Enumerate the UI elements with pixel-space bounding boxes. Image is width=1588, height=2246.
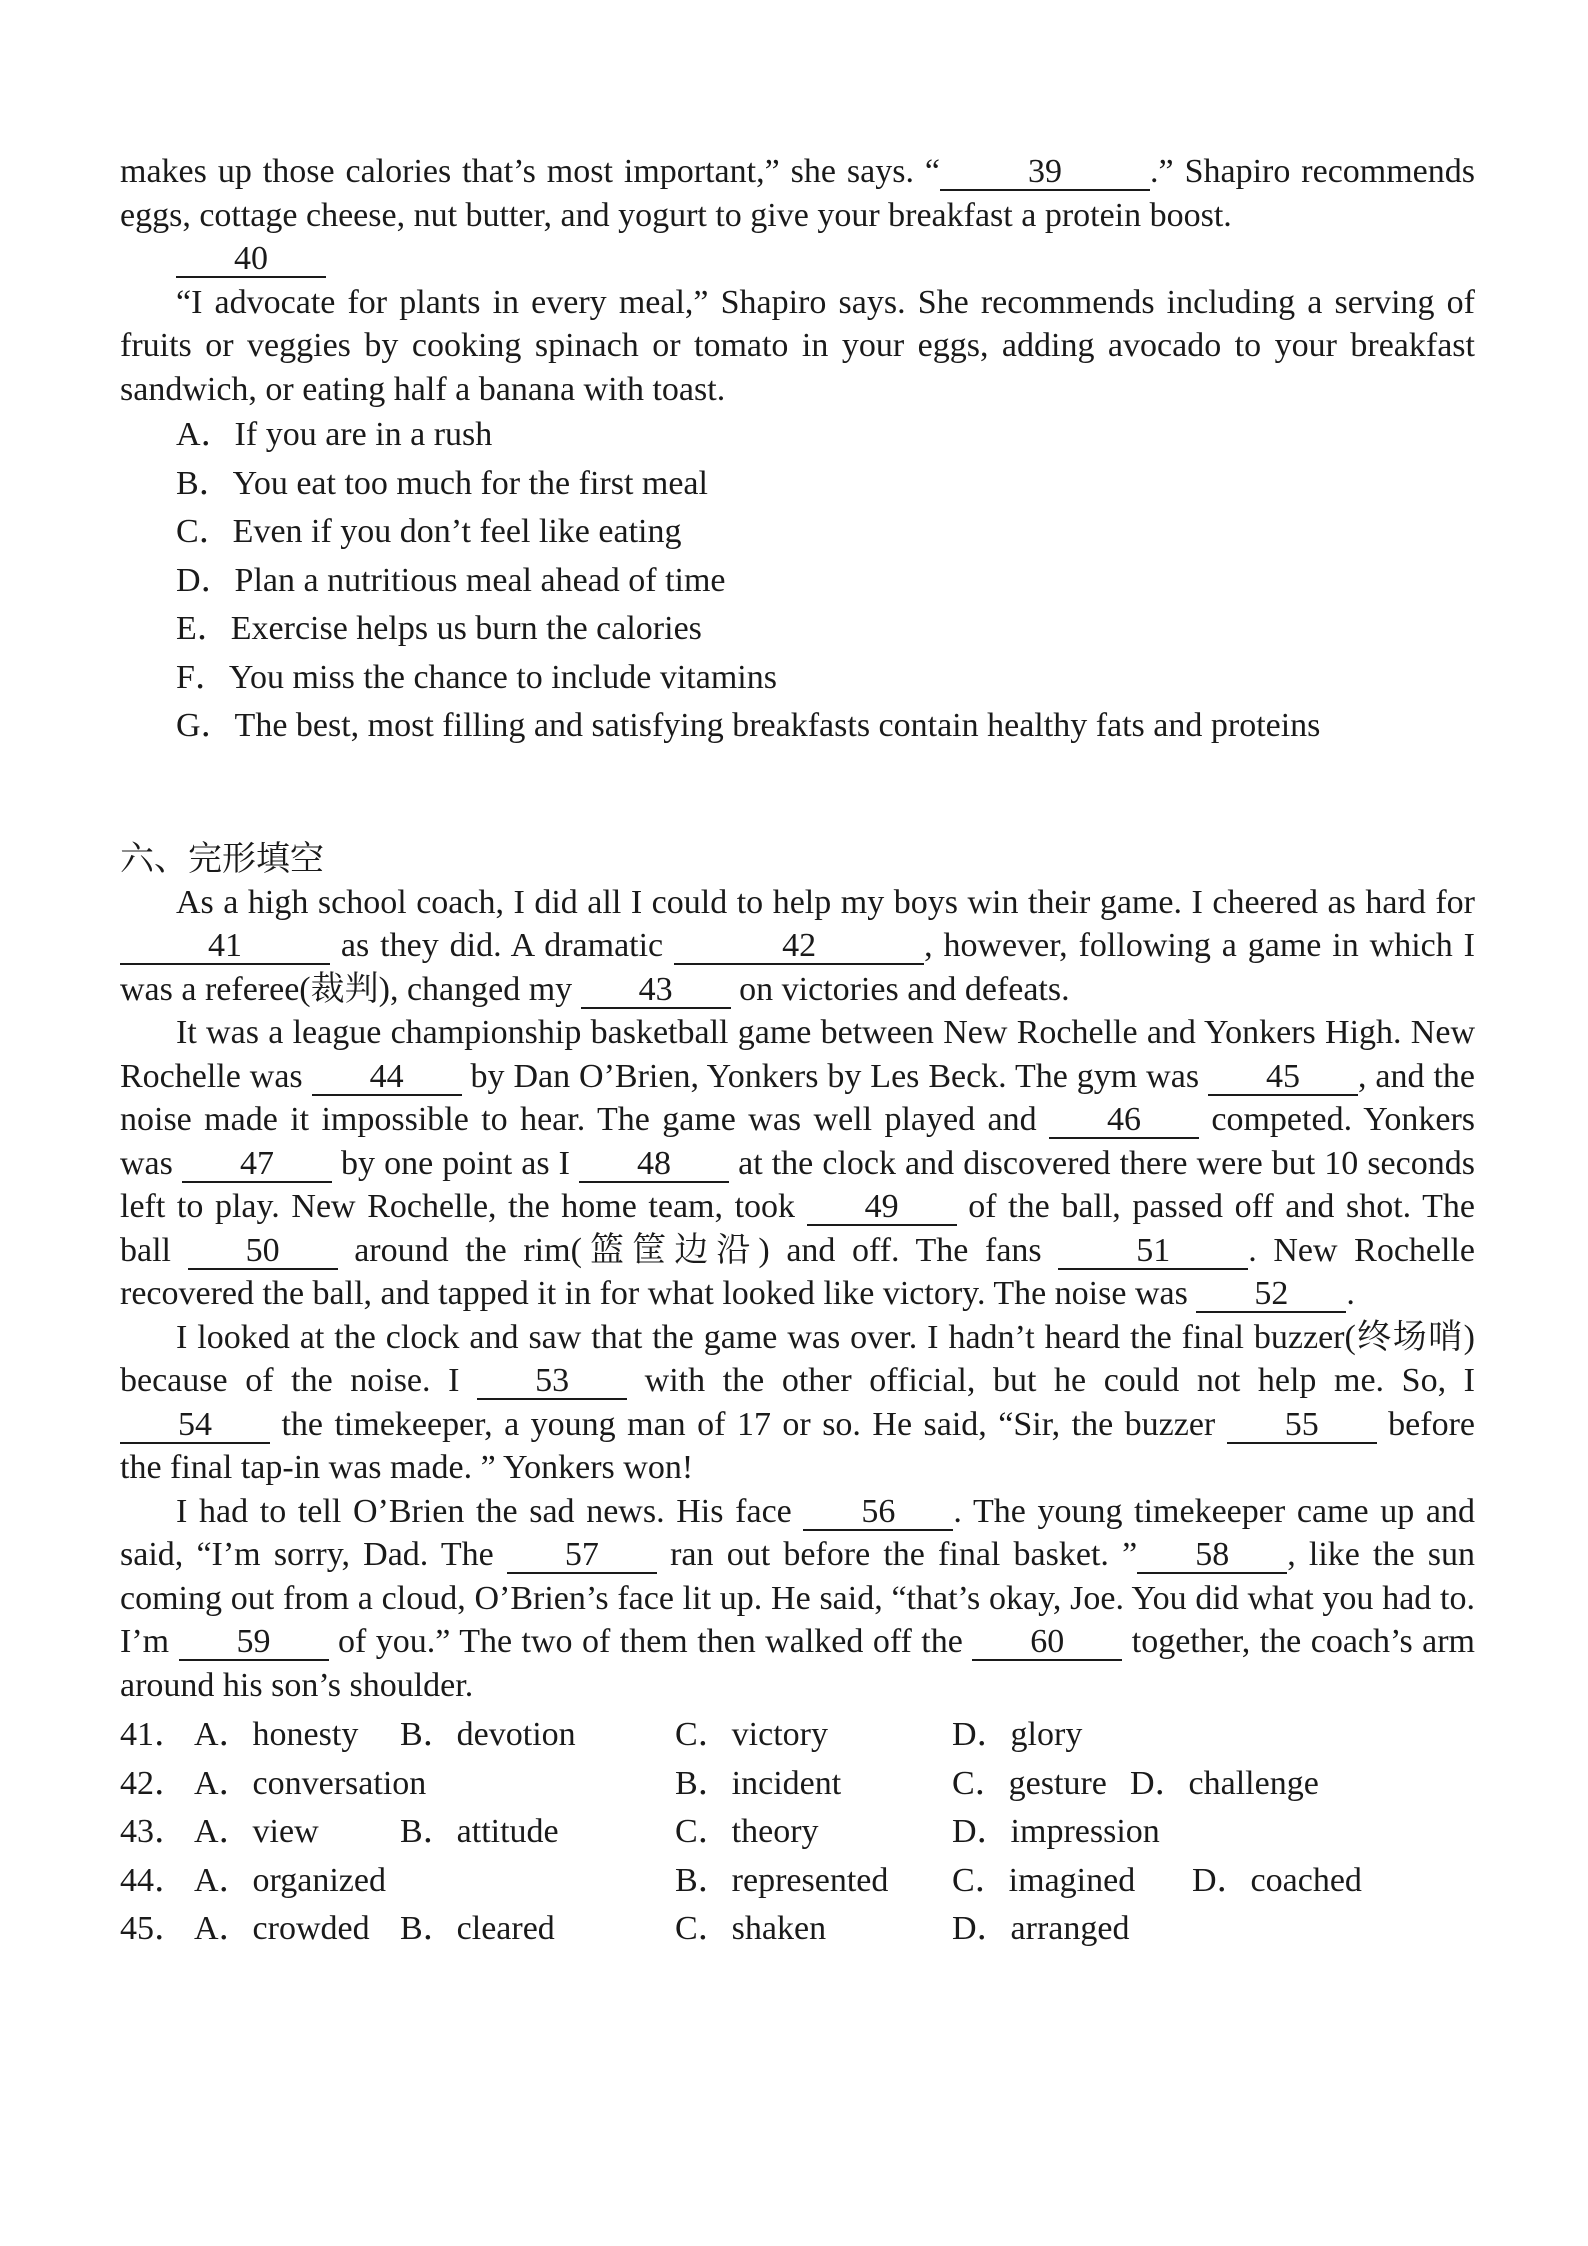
choice-c[interactable]: C．shaken	[675, 1910, 827, 1947]
paragraph: makes up those calories that’s most important,” she says. “ 39 .” Shapiro recommends eggs, cottage cheese, nut butter, and yogurt to give your breakfast a protein boost.	[120, 153, 1476, 234]
choice-a[interactable]: A．conversation	[194, 1764, 427, 1802]
answer-blank-50[interactable]: 50	[188, 1234, 338, 1270]
choice-d[interactable]: D．arranged	[952, 1910, 1130, 1947]
answer-blank-48[interactable]: 48	[579, 1147, 729, 1183]
question-row	[120, 1857, 1475, 1906]
question-number: 44．	[120, 1861, 188, 1899]
choice-c[interactable]: C．imagined	[952, 1861, 1136, 1899]
question-row	[120, 1905, 1475, 1954]
option-list	[176, 411, 1475, 751]
section-title: 六、完形填空	[120, 838, 324, 879]
choice-c[interactable]: C．theory	[675, 1813, 819, 1850]
answer-blank-40-line	[176, 237, 1475, 281]
answer-blank-47[interactable]: 47	[182, 1147, 332, 1183]
cloze-passage	[120, 881, 1475, 1708]
choice-d[interactable]: D．challenge	[1130, 1764, 1319, 1802]
question-row	[120, 1711, 1475, 1760]
answer-blank-40[interactable]: 40	[176, 242, 326, 278]
answer-blank-60[interactable]: 60	[972, 1625, 1122, 1661]
answer-blank-42[interactable]: 42	[674, 929, 924, 965]
choice-a[interactable]: A．view	[194, 1813, 319, 1850]
reading-passage	[120, 150, 1475, 411]
choice-a[interactable]: A．organized	[194, 1861, 386, 1899]
answer-blank-51[interactable]: 51	[1058, 1234, 1248, 1270]
answer-blank-52[interactable]: 52	[1196, 1277, 1346, 1313]
choice-b[interactable]: B．incident	[675, 1764, 842, 1802]
answer-blank-57[interactable]: 57	[507, 1538, 657, 1574]
answer-blank-49[interactable]: 49	[807, 1190, 957, 1226]
question-number: 41．	[120, 1716, 188, 1753]
choice-d[interactable]: D．glory	[952, 1716, 1083, 1753]
option-a[interactable]: A．If you are in a rush	[176, 416, 493, 453]
option-d[interactable]: D．Plan a nutritious meal ahead of time	[176, 561, 726, 599]
answer-blank-43[interactable]: 43	[581, 973, 731, 1009]
answer-blank-59[interactable]: 59	[179, 1625, 329, 1661]
answer-blank-44[interactable]: 44	[312, 1060, 462, 1096]
answer-blank-46[interactable]: 46	[1049, 1103, 1199, 1139]
question-row	[120, 1760, 1475, 1809]
question-list	[120, 1711, 1475, 1954]
option-b[interactable]: B．You eat too much for the first meal	[176, 464, 708, 502]
paragraph: I looked at the clock and saw that the game was over. I hadn’t heard the final buzzer(终场哨) because of the noise. I 53 with the other official, but he could not help me. So, I 54 the timekeeper, a young man of 17 or so. He said, “Sir, the buzzer 55 before the final tap-in was made. ” Yonkers won!	[120, 1318, 1475, 1486]
option-e[interactable]: E．Exercise helps us burn the calories	[176, 610, 702, 647]
answer-blank-55[interactable]: 55	[1227, 1408, 1377, 1444]
answer-blank-53[interactable]: 53	[477, 1364, 627, 1400]
option-f[interactable]: F．You miss the chance to include vitamins	[176, 658, 777, 696]
question-number: 45．	[120, 1910, 188, 1947]
choice-a[interactable]: A．crowded	[194, 1910, 370, 1947]
question-row	[120, 1808, 1475, 1857]
answer-blank-45[interactable]: 45	[1208, 1060, 1358, 1096]
option-c[interactable]: C．Even if you don’t feel like eating	[176, 513, 682, 550]
exam-page	[120, 150, 1475, 1954]
choice-d[interactable]: D．coached	[1192, 1861, 1362, 1899]
choice-d[interactable]: D．impression	[952, 1813, 1160, 1850]
answer-blank-41[interactable]: 41	[120, 929, 330, 965]
choice-b[interactable]: B．represented	[675, 1861, 889, 1899]
question-number: 42．	[120, 1764, 188, 1802]
answer-blank-54[interactable]: 54	[120, 1408, 270, 1444]
answer-blank-56[interactable]: 56	[803, 1495, 953, 1531]
choice-c[interactable]: C．gesture	[952, 1764, 1107, 1802]
paragraph: “I advocate for plants in every meal,” Shapiro says. She recommends including a serving of fruits or veggies by cooking spinach or tomato in your eggs, adding avocado to your breakfast sandwich, or eating half a banana with toast.	[120, 283, 1475, 408]
paragraph: As a high school coach, I did all I could to help my boys win their game. I cheered as hard for 41 as they did. A dramatic 42 , however, following a game in which I was a referee(裁判), changed my 43 on victories and defeats.	[120, 883, 1475, 1008]
answer-blank-39[interactable]: 39	[940, 155, 1150, 191]
option-g[interactable]: G．The best, most filling and satisfying breakfasts contain healthy fats and proteins	[176, 707, 1321, 744]
paragraph: I had to tell O’Brien the sad news. His face 56 . The young timekeeper came up and said, “I’m sorry, Dad. The 57 ran out before the final basket. ” 58 , like the sun coming out from a cloud, O’Brien’s face lit up. He said, “that’s okay, Joe. You did what you had to. I’m 59 of you.” The two of them then walked off the 60 together, the coach’s arm around his son’s shoulder.	[120, 1492, 1475, 1704]
choice-b[interactable]: B．cleared	[400, 1910, 555, 1947]
choice-c[interactable]: C．victory	[675, 1716, 828, 1753]
choice-b[interactable]: B．devotion	[400, 1716, 576, 1753]
choice-a[interactable]: A．honesty	[194, 1716, 359, 1753]
choice-b[interactable]: B．attitude	[400, 1813, 559, 1850]
question-number: 43．	[120, 1813, 188, 1850]
paragraph: It was a league championship basketball game between New Rochelle and Yonkers High. New Rochelle was 44 by Dan O’Brien, Yonkers by Les Beck. The gym was 45 , and the noise made it impossible to hear. The game was well played and 46 competed. Yonkers was 47 by one point as I 48 at the clock and discovered there were but 10 seconds left to play. New Rochelle, the home team, took 49 of the ball, passed off and shot. The ball 50 around the rim(篮筐边沿) and off. The fans 51 . New Rochelle recovered the ball, and tapped it in for what looked like victory. The noise was 52 .	[120, 1014, 1476, 1312]
answer-blank-58[interactable]: 58	[1137, 1538, 1287, 1574]
